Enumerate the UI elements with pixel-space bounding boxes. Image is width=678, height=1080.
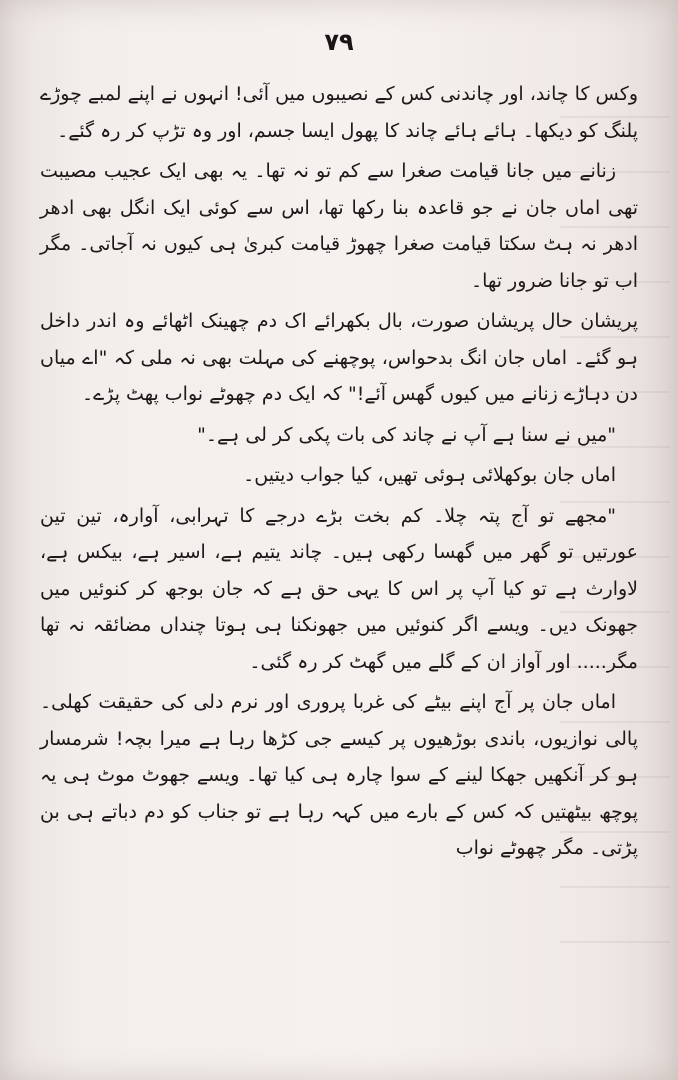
paragraph: اماں جان بوکھلائی ہوئی تھیں، کیا جواب دیتیں۔ xyxy=(243,464,616,486)
paragraph: زنانے میں جانا قیامت صغرا سے کم تو نہ تھا۔ یہ بھی ایک عجیب مصیبت تھی اماں جان نے جو قاعدہ بنا رکھا تھا، اس سے کوئی ایک انگل بھی ادھر ادھر نہ ہٹ سکتا قیامت صغرا چھوڑ قیامت کبریٰ ہی کیوں نہ آجاتی۔ مگر اب تو جانا ضرور تھا۔ xyxy=(40,160,638,292)
paragraph: پریشان حال پریشان صورت، بال بکھرائے اک دم چھینک اٹھائے وہ اندر داخل ہو گئے۔ اماں جان انگ بدحواس، پوچھنے کی مہلت بھی نہ ملی کہ "اے میاں دن دہاڑے زنانے میں کیوں گھس آئے!" کہ ایک دم چھوٹے نواب پھٹ پڑے۔ xyxy=(40,310,638,405)
paragraph: اماں جان پر آج اپنے بیٹے کی غربا پروری اور نرم دلی کی حقیقت کھلی۔ پالی نوازیوں، باندی بوڑھیوں پر کیسے جی کڑھا رہا ہے میرا بچہ! شرمسار ہو کر آنکھیں جھکا لینے کے سوا چارہ ہی کیا تھا۔ ویسے جھوٹ موٹ ہی یہ پوچھ بیٹھتیں کہ کس کے بارے میں کہہ رہا ہے تو جناب کو دم دباتے ہی بن پڑتی۔ مگر چھوٹے نواب xyxy=(40,691,638,859)
body-text xyxy=(40,76,638,871)
dialogue-line: "میں نے سنا ہے آپ نے چاند کی بات پکی کر لی ہے۔" xyxy=(197,423,616,446)
paragraph: وکس کا چاند، اور چاندنی کس کے نصیبوں میں آئی! انہوں نے اپنے لمبے چوڑے پلنگ کو دیکھا۔ ہائے ہائے چاند کا پھول ایسا جسم، اور وہ تڑپ کر رہ گئے۔ xyxy=(40,83,638,142)
dialogue-paragraph: "مجھے تو آج پتہ چلا۔ کم بخت بڑے درجے کا تہرابی، آوارہ، تین تین عورتیں تو گھر میں گھسا رکھی ہیں۔ چاند یتیم ہے، اسیر ہے، بیکس ہے، لاوارث ہے تو کیا آپ پر اس کا یہی حق ہے کہ جان بوجھ کر کنوئیں میں جھونک دیں۔ ویسے اگر کنوئیں میں جھونکنا ہی ہوتا چنداں مضائقہ نہ تھا مگر..... اور آواز ان کے گلے میں گھٹ کر رہ گئی۔ xyxy=(40,504,638,673)
page-number: ۷۹ xyxy=(324,28,354,56)
